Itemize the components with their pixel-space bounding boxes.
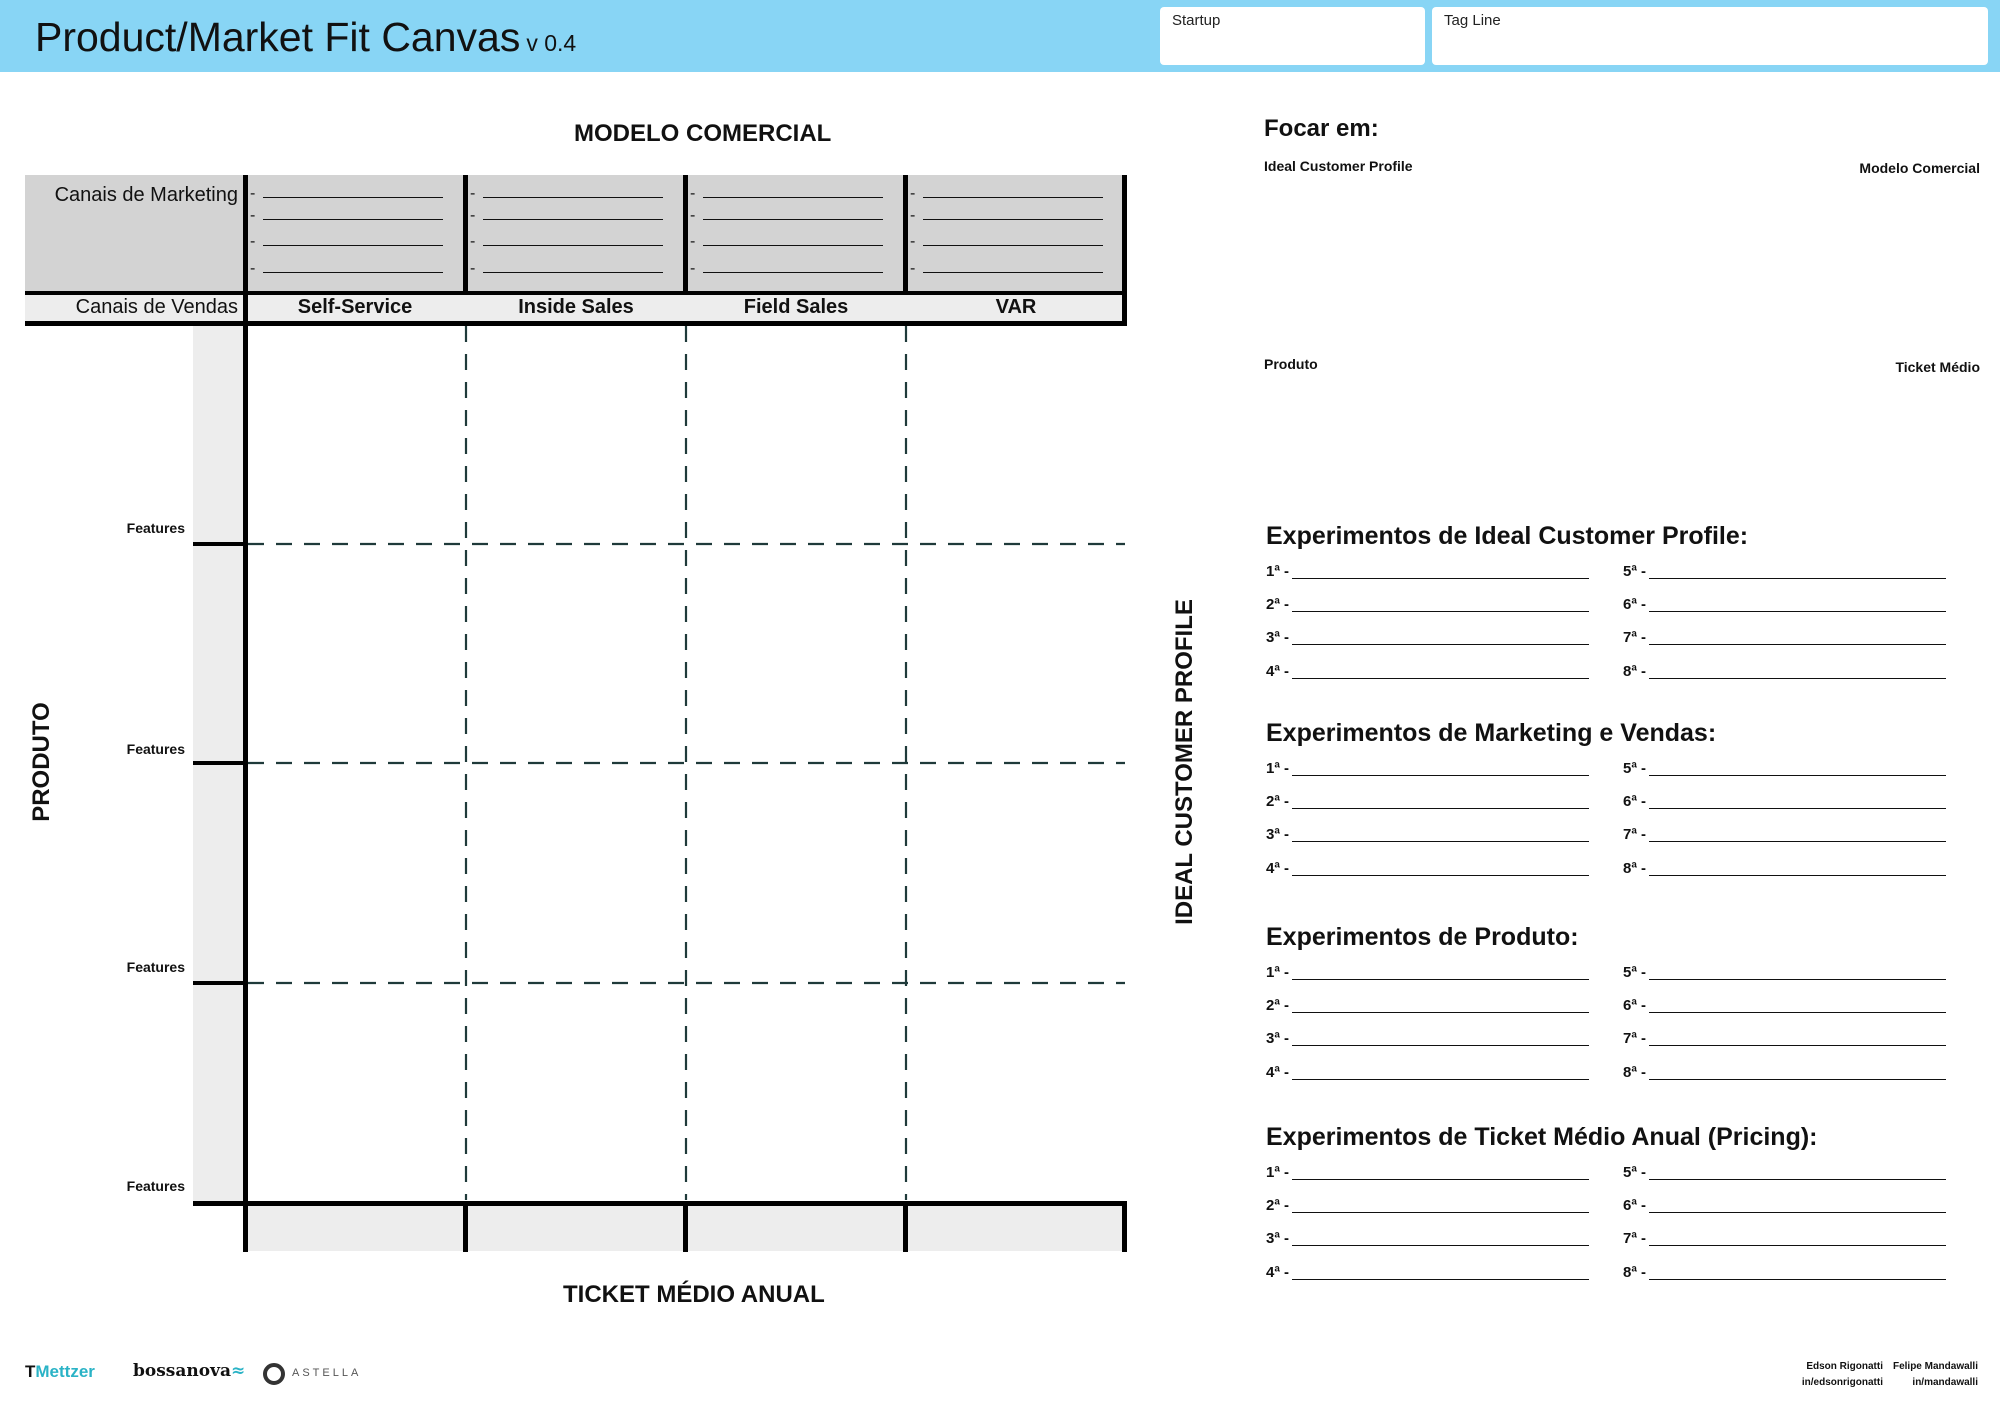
experiment-blank[interactable] <box>1649 663 1946 679</box>
marketing-line-dash: - <box>910 233 916 250</box>
experiment-line[interactable] <box>1623 1230 1946 1250</box>
experiment-line[interactable] <box>1623 997 1946 1017</box>
credit-felipe-handle: in/mandawalli <box>1912 1377 1978 1388</box>
experiment-line[interactable] <box>1623 563 1946 583</box>
focus-ticket-label: Ticket Médio <box>1895 359 1980 375</box>
experiment-line[interactable] <box>1623 964 1946 984</box>
bossanova-logo-mark: ≈ <box>230 1361 246 1381</box>
experiment-blank[interactable] <box>1649 1030 1946 1046</box>
channel-field-sales: Field Sales <box>743 296 849 318</box>
experiment-blank[interactable] <box>1292 563 1589 579</box>
experiment-number: 3ª - <box>1266 1030 1290 1047</box>
marketing-line-dash: - <box>690 233 696 250</box>
experiment-line[interactable] <box>1623 826 1946 846</box>
experiments-icp-title: Experimentos de Ideal Customer Profile: <box>1266 522 1749 550</box>
experiment-blank[interactable] <box>1649 1197 1946 1213</box>
experiment-number: 3ª - <box>1266 629 1290 646</box>
experiment-line[interactable] <box>1266 1030 1589 1050</box>
channel-var: VAR <box>995 296 1037 318</box>
experiment-number: 6ª - <box>1623 997 1647 1014</box>
marketing-line-dash: - <box>690 207 696 224</box>
startup-input[interactable] <box>1170 33 1415 59</box>
experiment-line[interactable] <box>1623 1164 1946 1184</box>
experiment-line[interactable] <box>1266 1064 1589 1084</box>
experiment-blank[interactable] <box>1292 997 1589 1013</box>
experiment-blank[interactable] <box>1292 826 1589 842</box>
marketing-line-dash: - <box>250 260 256 277</box>
experiment-number: 4ª - <box>1266 860 1290 877</box>
experiment-number: 2ª - <box>1266 997 1290 1014</box>
credit-edson <box>1770 1359 1883 1391</box>
marketing-line-dash: - <box>690 185 696 202</box>
experiment-blank[interactable] <box>1649 563 1946 579</box>
marketing-line-dash: - <box>690 260 696 277</box>
experiment-number: 2ª - <box>1266 596 1290 613</box>
icp-axis-label: IDEAL CUSTOMER PROFILE <box>1171 599 1198 925</box>
focus-icp-label: Ideal Customer Profile <box>1264 158 1413 174</box>
experiment-line[interactable] <box>1266 1164 1589 1184</box>
ticket-axis-label: TICKET MÉDIO ANUAL <box>563 1281 825 1308</box>
marketing-line-dash: - <box>910 207 916 224</box>
channel-self-service: Self-Service <box>297 296 413 318</box>
experiment-line[interactable] <box>1266 997 1589 1017</box>
experiment-number: 7ª - <box>1623 826 1647 843</box>
experiment-line[interactable] <box>1623 760 1946 780</box>
focus-product-label: Produto <box>1264 356 1318 372</box>
experiment-line[interactable] <box>1266 860 1589 880</box>
experiment-blank[interactable] <box>1649 997 1946 1013</box>
marketing-line-dash: - <box>470 260 476 277</box>
experiment-number: 1ª - <box>1266 1164 1290 1181</box>
experiment-number: 1ª - <box>1266 964 1290 981</box>
features-tick-1 <box>193 542 245 546</box>
experiment-number: 8ª - <box>1623 1264 1647 1281</box>
experiment-line[interactable] <box>1623 1264 1946 1284</box>
focus-title: Focar em: <box>1264 115 1379 142</box>
experiment-number: 2ª - <box>1266 793 1290 810</box>
experiment-line[interactable] <box>1623 663 1946 683</box>
experiment-blank[interactable] <box>1292 760 1589 776</box>
experiment-blank[interactable] <box>1292 1197 1589 1213</box>
experiment-blank[interactable] <box>1292 663 1589 679</box>
experiment-line[interactable] <box>1266 629 1589 649</box>
experiment-blank[interactable] <box>1649 760 1946 776</box>
marketing-line-dash: - <box>250 233 256 250</box>
version-label: v 0.4 <box>526 30 577 56</box>
features-tick-2 <box>193 761 245 765</box>
experiment-line[interactable] <box>1266 964 1589 984</box>
experiment-blank[interactable] <box>1649 1064 1946 1080</box>
features-label-2: Features <box>126 741 185 757</box>
experiment-blank[interactable] <box>1292 964 1589 980</box>
mettzer-logo-mark: T <box>25 1362 36 1381</box>
experiment-blank[interactable] <box>1649 596 1946 612</box>
startup-label: Startup <box>1172 12 1221 29</box>
experiment-number: 1ª - <box>1266 563 1290 580</box>
credit-felipe-name: Felipe Mandawalli <box>1892 1361 1978 1372</box>
title-text: Product/Market Fit Canvas <box>35 14 521 60</box>
credit-felipe <box>1880 1359 1978 1391</box>
experiment-blank[interactable] <box>1292 1064 1589 1080</box>
features-label-4: Features <box>126 1178 185 1194</box>
experiment-number: 6ª - <box>1623 793 1647 810</box>
experiment-blank[interactable] <box>1649 964 1946 980</box>
experiment-blank[interactable] <box>1649 1164 1946 1180</box>
marketing-line-dash: - <box>470 185 476 202</box>
experiment-blank[interactable] <box>1292 860 1589 876</box>
marketing-line-dash: - <box>470 233 476 250</box>
experiment-blank[interactable] <box>1649 826 1946 842</box>
experiment-line[interactable] <box>1266 563 1589 583</box>
tagline-label: Tag Line <box>1444 12 1501 29</box>
mettzer-logo <box>25 1362 95 1382</box>
experiment-line[interactable] <box>1623 793 1946 813</box>
experiment-line[interactable] <box>1623 596 1946 616</box>
marketing-line-dash: - <box>910 260 916 277</box>
experiment-blank[interactable] <box>1292 793 1589 809</box>
features-label-3: Features <box>126 959 185 975</box>
experiment-number: 4ª - <box>1266 1264 1290 1281</box>
experiment-blank[interactable] <box>1292 596 1589 612</box>
bossanova-logo <box>133 1361 245 1381</box>
marketing-line-dash: - <box>470 207 476 224</box>
experiment-blank[interactable] <box>1292 629 1589 645</box>
bossanova-logo-text: bossanova <box>133 1361 231 1381</box>
experiment-number: 8ª - <box>1623 1064 1647 1081</box>
sales-channels-label: Canais de Vendas <box>75 296 238 318</box>
mettzer-logo-text: Mettzer <box>35 1362 95 1381</box>
astella-logo-icon <box>263 1363 285 1385</box>
experiment-line[interactable] <box>1266 1264 1589 1284</box>
features-label-1: Features <box>126 520 185 536</box>
marketing-channels-label: Canais de Marketing <box>54 184 238 206</box>
experiment-blank[interactable] <box>1292 1030 1589 1046</box>
experiment-number: 7ª - <box>1623 629 1647 646</box>
marketing-line-dash: - <box>250 207 256 224</box>
experiment-number: 4ª - <box>1266 1064 1290 1081</box>
experiment-number: 2ª - <box>1266 1197 1290 1214</box>
tagline-input[interactable] <box>1442 33 1978 59</box>
experiment-line[interactable] <box>1266 663 1589 683</box>
tagline-field[interactable] <box>1432 7 1988 65</box>
marketing-line-dash: - <box>250 185 256 202</box>
product-axis-label: PRODUTO <box>28 702 55 822</box>
experiment-number: 3ª - <box>1266 1230 1290 1247</box>
experiment-number: 4ª - <box>1266 663 1290 680</box>
experiments-product-title: Experimentos de Produto: <box>1266 923 1579 951</box>
credit-edson-handle: in/edsonrigonatti <box>1801 1377 1883 1388</box>
experiment-number: 5ª - <box>1623 964 1647 981</box>
experiment-blank[interactable] <box>1292 1264 1589 1280</box>
experiment-line[interactable] <box>1623 1197 1946 1217</box>
focus-business-model-label: Modelo Comercial <box>1859 160 1980 176</box>
experiment-number: 8ª - <box>1623 663 1647 680</box>
experiment-blank[interactable] <box>1292 1230 1589 1246</box>
experiment-line[interactable] <box>1623 629 1946 649</box>
experiment-line[interactable] <box>1266 826 1589 846</box>
experiment-number: 3ª - <box>1266 826 1290 843</box>
experiments-pricing-title: Experimentos de Ticket Médio Anual (Pricing): <box>1266 1123 1818 1151</box>
experiment-number: 7ª - <box>1623 1030 1647 1047</box>
experiment-line[interactable] <box>1266 1230 1589 1250</box>
experiment-number: 8ª - <box>1623 860 1647 877</box>
experiment-line[interactable] <box>1623 860 1946 880</box>
credit-edson-name: Edson Rigonatti <box>1806 1361 1883 1372</box>
astella-logo-text: ASTELLA <box>292 1367 362 1379</box>
experiment-line[interactable] <box>1623 1064 1946 1084</box>
experiment-number: 5ª - <box>1623 1164 1647 1181</box>
marketing-line-dash: - <box>910 185 916 202</box>
experiment-number: 5ª - <box>1623 563 1647 580</box>
features-tick-3 <box>193 981 245 985</box>
experiment-blank[interactable] <box>1649 629 1946 645</box>
experiment-line[interactable] <box>1623 1030 1946 1050</box>
experiment-blank[interactable] <box>1649 860 1946 876</box>
experiment-line[interactable] <box>1266 760 1589 780</box>
business-model-title: MODELO COMERCIAL <box>574 120 832 147</box>
experiment-number: 6ª - <box>1623 596 1647 613</box>
experiment-line[interactable] <box>1266 596 1589 616</box>
experiment-line[interactable] <box>1266 793 1589 813</box>
experiment-number: 5ª - <box>1623 760 1647 777</box>
channel-inside-sales: Inside Sales <box>518 296 634 318</box>
experiment-blank[interactable] <box>1649 1264 1946 1280</box>
experiment-number: 1ª - <box>1266 760 1290 777</box>
experiment-blank[interactable] <box>1649 1230 1946 1246</box>
experiment-number: 7ª - <box>1623 1230 1647 1247</box>
experiment-blank[interactable] <box>1292 1164 1589 1180</box>
experiment-blank[interactable] <box>1649 793 1946 809</box>
experiment-number: 6ª - <box>1623 1197 1647 1214</box>
experiments-marketing-sales-title: Experimentos de Marketing e Vendas: <box>1266 719 1717 747</box>
experiment-line[interactable] <box>1266 1197 1589 1217</box>
